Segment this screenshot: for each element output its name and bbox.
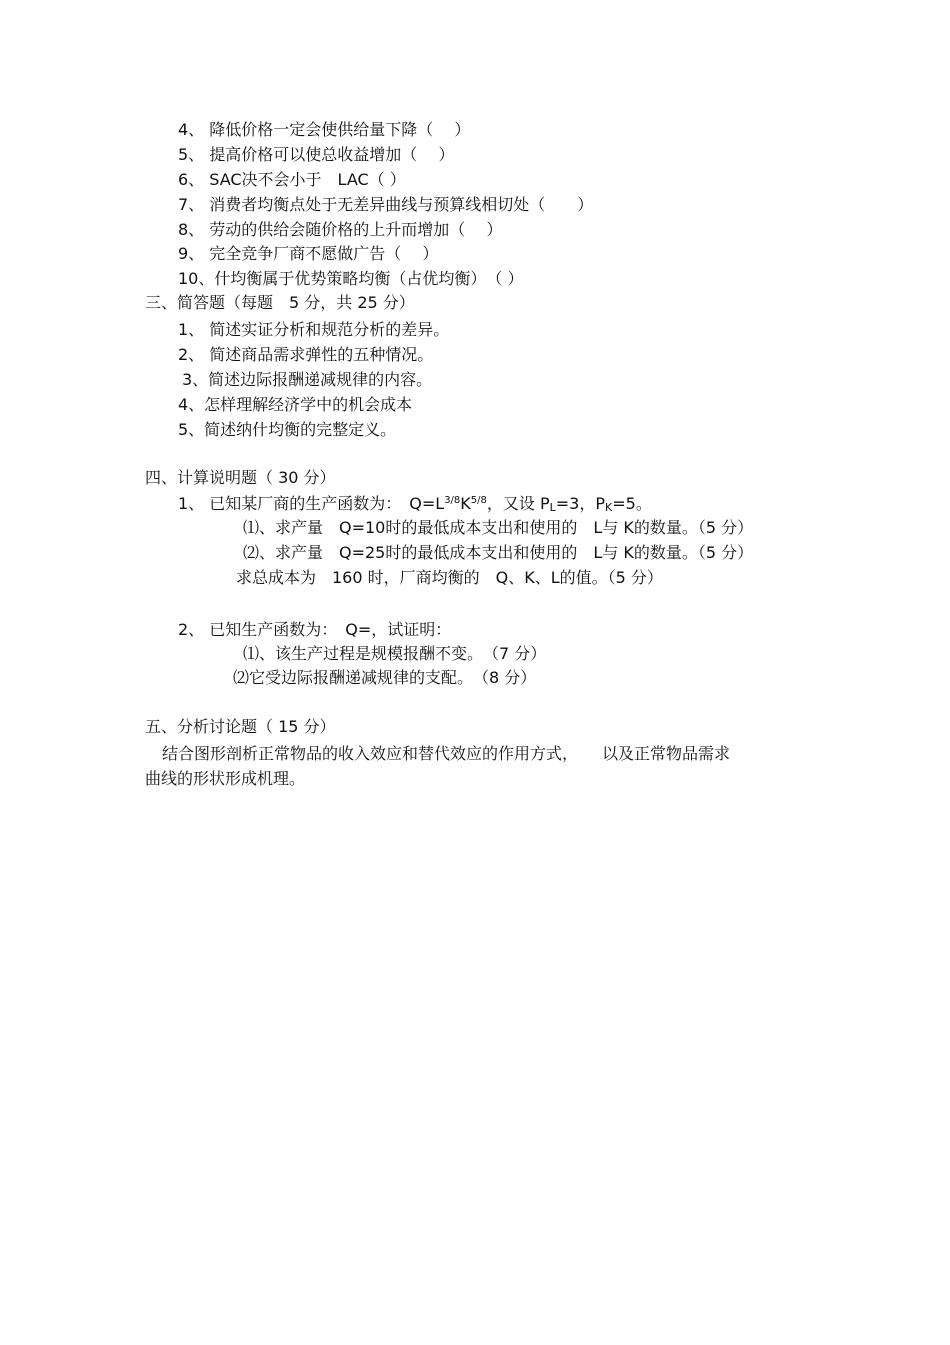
exponent-k: 5/8 bbox=[470, 495, 487, 506]
tf-item-5: 5、 提高价格可以使总收益增加（ ） bbox=[178, 145, 455, 164]
section4-q2-intro: 2、 已知生产函数为： Q=，试证明： bbox=[178, 620, 452, 639]
section5-line-2: 曲线的形状形成机理。 bbox=[145, 769, 306, 788]
section4-q1-part-1: ⑴、求产量 Q=10时的最低成本支出和使用的 L与 K的数量。（5 分） bbox=[243, 518, 754, 537]
section4-q1-part-2: ⑵、求产量 Q=25时的最低成本支出和使用的 L与 K的数量。（5 分） bbox=[243, 543, 754, 562]
price-l-value: =3，P bbox=[555, 494, 606, 513]
exponent-l: 3/8 bbox=[444, 495, 461, 506]
tf-item-10: 10、什均衡属于优势策略均衡（占优均衡） （ ） bbox=[178, 269, 524, 288]
section4-q2-part-1: ⑴、该生产过程是规模报酬不变。 （7 分） bbox=[243, 644, 547, 663]
tf-item-8: 8、 劳动的供给会随价格的上升而增加（ ） bbox=[178, 220, 503, 239]
section4-q1-part-3: 求总成本为 160 时，厂商均衡的 Q、K、L的值。（5 分） bbox=[236, 568, 663, 587]
subscript-l: L bbox=[549, 501, 556, 514]
q1-intro-text: 1、 已知某厂商的生产函数为： Q=L bbox=[178, 494, 445, 513]
section3-item-3: 3、简述边际报酬递减规律的内容。 bbox=[182, 370, 433, 389]
section4-heading: 四、计算说明题（ 30 分） bbox=[145, 468, 336, 487]
price-text: ，又设 P bbox=[486, 494, 550, 513]
section4-q1-intro bbox=[178, 494, 652, 514]
tf-item-6: 6、 SAC决不会小于 LAC（ ） bbox=[178, 170, 406, 189]
subscript-k: K bbox=[605, 501, 613, 514]
section3-item-5: 5、简述纳什均衡的完整定义。 bbox=[178, 420, 397, 439]
section3-item-1: 1、 简述实证分析和规范分析的差异。 bbox=[178, 320, 450, 339]
k-symbol: K bbox=[460, 494, 471, 513]
section5-heading: 五、分析讨论题（ 15 分） bbox=[145, 717, 336, 736]
tf-item-4: 4、 降低价格一定会使供给量下降（ ） bbox=[178, 120, 471, 139]
section3-heading: 三、简答题（每题 5 分，共 25 分） bbox=[145, 293, 415, 312]
section5-line-1: 结合图形剖析正常物品的收入效应和替代效应的作用方式， 以及正常物品需求 bbox=[162, 744, 731, 763]
price-k-value: =5。 bbox=[612, 494, 652, 513]
section3-item-4: 4、怎样理解经济学中的机会成本 bbox=[178, 395, 413, 414]
tf-item-9: 9、 完全竞争厂商不愿做广告（ ） bbox=[178, 244, 439, 263]
tf-item-7: 7、 消费者均衡点处于无差异曲线与预算线相切处（ ） bbox=[178, 195, 594, 214]
section3-item-2: 2、 简述商品需求弹性的五种情况。 bbox=[178, 345, 434, 364]
section4-q2-part-2: ⑵它受边际报酬递减规律的支配。 （8 分） bbox=[233, 668, 537, 687]
